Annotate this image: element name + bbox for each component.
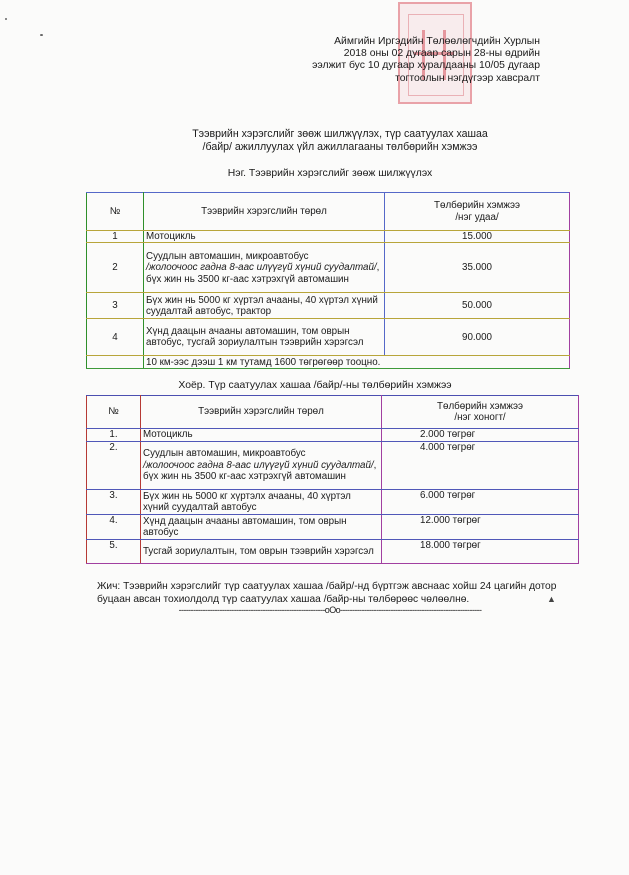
- table1-caption: Нэг. Тээврийн хэрэгслийг зөөж шилжүүлэх: [227, 168, 433, 179]
- table-row: [87, 231, 570, 243]
- table-row: [87, 319, 570, 356]
- row-fee: 2.000 төгрөг: [382, 429, 579, 442]
- table2-col-fee-line1: Төлбөрийн хэмжээ: [437, 400, 523, 412]
- row-type: Бүх жин нь 5000 кг хүртэл ачааны, 40 хүртэл хүний суудалтай автобус, трактор: [144, 293, 385, 319]
- row-no: 5.: [87, 540, 141, 564]
- table-row: [87, 243, 570, 293]
- table1-col-type: Тээврийн хэрэгслийн төрөл: [144, 193, 385, 231]
- header-line-2: 2018 оны 02 дугаар сарын 28-ны өдрийн: [343, 48, 540, 60]
- row-no: 2: [87, 243, 144, 293]
- row-no: 4: [87, 319, 144, 356]
- scan-speck: [40, 34, 43, 36]
- table-storage-fee: [86, 395, 579, 564]
- table2-col-fee: [382, 396, 579, 429]
- table-row: [87, 293, 570, 319]
- document-title: [160, 128, 520, 154]
- row-fee: 6.000 төгрөг: [382, 490, 579, 515]
- table-row: [87, 429, 579, 442]
- row-no: 2.: [87, 442, 141, 490]
- table1-col-fee-line1: Төлбөрийн хэмжээ: [434, 200, 520, 212]
- row-no: 3: [87, 293, 144, 319]
- arrow-mark-icon: ▲: [547, 594, 556, 604]
- title-line-2: /байр/ ажиллуулах үйл ажиллагааны төлбөрийн хэмжээ: [202, 141, 478, 153]
- table2-col-fee-line2: /нэг хоногт/: [454, 412, 506, 423]
- row-type: [144, 243, 385, 293]
- table-row: [87, 442, 579, 490]
- header-line-3: ээлжит бус 10 дугаар хуралдааны 10/05 дугаар: [312, 60, 540, 72]
- row-fee: 90.000: [385, 319, 570, 356]
- table1-footer-row: [87, 356, 570, 369]
- table-transport-fee: [86, 192, 570, 369]
- row-fee: 12.000 төгрөг: [382, 515, 579, 540]
- row-type: Мотоцикль: [144, 231, 385, 243]
- scan-speck: [5, 18, 7, 20]
- table-row: [87, 540, 579, 564]
- footnote: Жич: Тээврийн хэрэгслийг түр саатуулах хашаа /байр/-нд бүртгэж авснаас хойш 24 цагийн дотор буцаан авсан тохиолдолд түр саатуулах хашаа /байр-ны төлбөрөөс чөлөөлнө.: [97, 581, 557, 605]
- row-type: Тусгай зориулалтын, том оврын тээврийн хэрэгсэл: [141, 540, 382, 564]
- row-type: Бүх жин нь 5000 кг хүртэлх ачааны, 40 хүртэл хүний суудалтай автобус: [141, 490, 382, 515]
- table1-col-fee: [385, 193, 570, 231]
- row-fee: 4.000 төгрөг: [382, 442, 579, 490]
- table2-col-no: №: [87, 396, 141, 429]
- table1-col-no: №: [87, 193, 144, 231]
- table2-header-row: [87, 396, 579, 429]
- row-type-italic: /жолоочоос гадна 8-аас илүүгүй хүний суудалтай/: [143, 459, 374, 471]
- document-header: [300, 36, 540, 85]
- table1-col-fee-line2: /нэг удаа/: [455, 211, 499, 223]
- row-no: 3.: [87, 490, 141, 515]
- row-type-italic: /жолоочоос гадна 8-аас илүүгүй хүний суудалтай/: [146, 262, 377, 274]
- footer-blank: [87, 356, 144, 369]
- table2-col-type: Тээврийн хэрэгслийн төрөл: [141, 396, 382, 429]
- row-fee: 50.000: [385, 293, 570, 319]
- row-type-part: Суудлын автомашин, микроавтобус: [146, 250, 309, 262]
- row-type-part: , бүх жин нь 3500 кг-аас хэтрэхгүй автомашин: [143, 459, 377, 483]
- row-no: 1.: [87, 429, 141, 442]
- header-line-1: Аймгийн Иргэдийн Төлөөлөгчдийн Хурлын: [334, 36, 540, 47]
- table1-header-row: [87, 193, 570, 231]
- row-type-part: , бүх жин нь 3500 кг-аас хэтрэхгүй автомашин: [146, 262, 380, 285]
- table-row: [87, 515, 579, 540]
- end-divider: -------------------------------------------------------------оОо-----------------------------------------------------------: [178, 605, 482, 615]
- row-fee: 18.000 төгрөг: [382, 540, 579, 564]
- table2-caption: Хоёр. Түр саатуулах хашаа /байр/-ны төлбөрийн хэмжээ: [178, 380, 452, 391]
- row-fee: 15.000: [385, 231, 570, 243]
- header-line-4: тогтоолын нэгдүгээр хавсралт: [395, 72, 540, 84]
- row-type: [141, 442, 382, 490]
- table1-footer: 10 км-ээс дээш 1 км тутамд 1600 төгрөгөөр тооцно.: [144, 356, 570, 369]
- row-fee: 35.000: [385, 243, 570, 293]
- table-row: [87, 490, 579, 515]
- row-type: Хүнд даацын ачааны автомашин, том оврын автобус, тусгай зориулалтын тээврийн хэрэгсэл: [144, 319, 385, 356]
- row-type: Мотоцикль: [141, 429, 382, 442]
- title-line-1: Тээврийн хэрэгслийг зөөж шилжүүлэх, түр саатуулах хашаа: [192, 128, 488, 140]
- row-type: Хүнд даацын ачааны автомашин, том оврын автобус: [141, 515, 382, 540]
- row-no: 1: [87, 231, 144, 243]
- row-type-part: Суудлын автомашин, микроавтобус: [143, 448, 306, 460]
- row-no: 4.: [87, 515, 141, 540]
